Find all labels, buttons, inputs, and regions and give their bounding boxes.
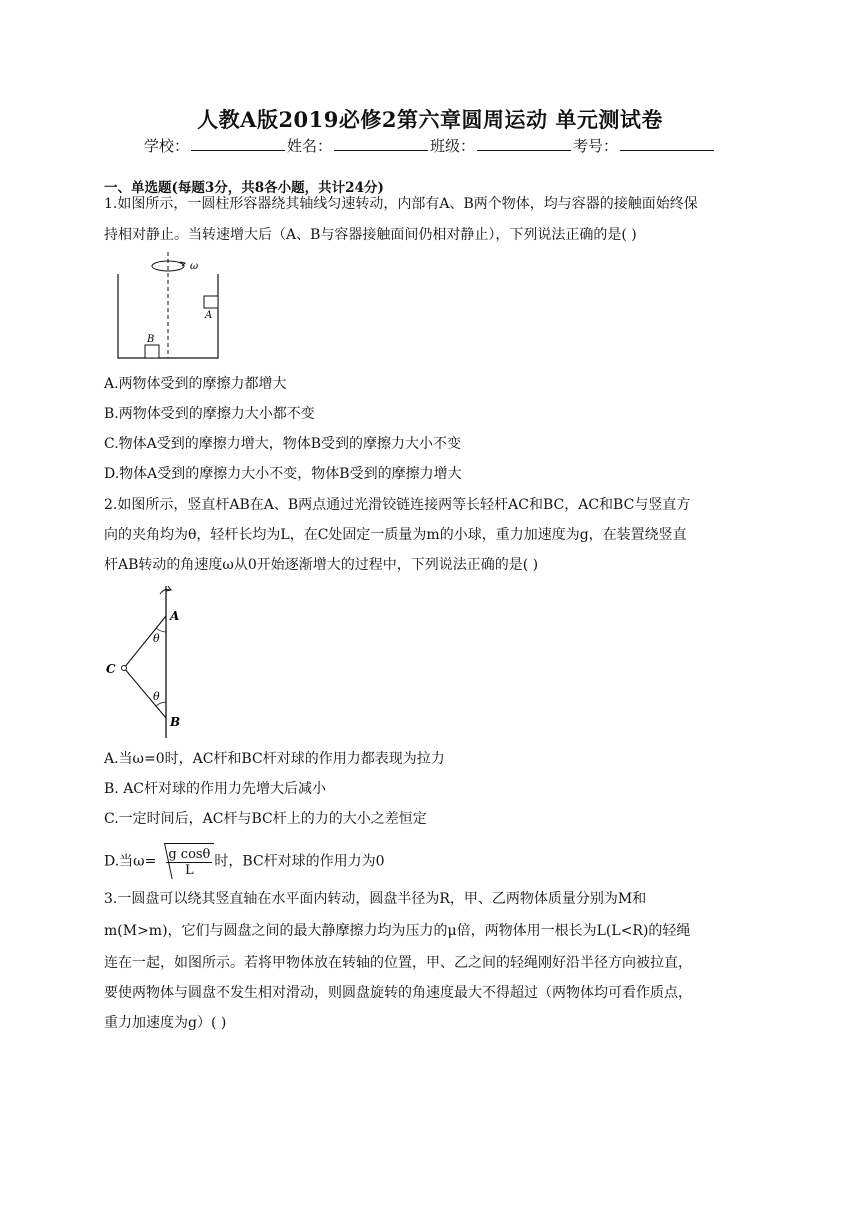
theta-top: θ bbox=[153, 632, 160, 645]
class-label: 班级： bbox=[430, 137, 476, 155]
rod-bc bbox=[124, 668, 166, 718]
theta-bottom: θ bbox=[153, 690, 160, 703]
q1-option-b: B.两物体受到的摩擦力大小都不变 bbox=[104, 406, 315, 422]
q1-stem-line1: 1.如图所示，一圆柱形容器绕其轴线匀速转动，内部有A、B两个物体，均与容器的接触面始终保 bbox=[104, 196, 698, 212]
rotation-arrowhead bbox=[166, 586, 171, 591]
block-a bbox=[204, 296, 218, 308]
rod-ac bbox=[124, 616, 166, 668]
ball-c bbox=[122, 666, 127, 671]
name-label: 姓名： bbox=[286, 137, 332, 155]
q2-option-a: A.当ω=0时，AC杆和BC杆对球的作用力都表现为拉力 bbox=[104, 751, 445, 767]
q3-stem-line2: m(M>m)，它们与圆盘之间的最大静摩擦力均为压力的μ倍，两物体用一根长为L(L<R)的轻绳 bbox=[104, 923, 691, 939]
q3-stem-line1: 3.一圆盘可以绕其竖直轴在水平面内转动，圆盘半径为R，甲、乙两物体质量分别为M和 bbox=[104, 891, 647, 907]
school-label: 学校： bbox=[143, 137, 189, 155]
q2-option-d bbox=[104, 843, 764, 880]
fraction-numerator: g cosθ bbox=[168, 846, 211, 862]
q1-option-a: A.两物体受到的摩擦力都增大 bbox=[104, 376, 287, 392]
label-b: B bbox=[147, 334, 155, 345]
q1-container-figure bbox=[110, 252, 230, 362]
q3-stem-line5: 重力加速度为g）( ) bbox=[104, 1015, 227, 1031]
number-label: 考号： bbox=[573, 137, 619, 155]
q2-d-suffix: 时，BC杆对球的作用力为0 bbox=[214, 853, 385, 870]
page-title: 人教A版2019必修2第六章圆周运动 单元测试卷 bbox=[197, 107, 663, 132]
sqrt-expression bbox=[164, 843, 214, 880]
name-blank bbox=[334, 138, 428, 151]
label-b: B bbox=[170, 715, 181, 729]
fraction-denominator: L bbox=[185, 862, 194, 878]
label-a: A bbox=[170, 609, 180, 623]
number-blank bbox=[620, 138, 714, 151]
fraction bbox=[166, 847, 212, 878]
q1-option-d: D.物体A受到的摩擦力大小不变，物体B受到的摩擦力增大 bbox=[104, 466, 462, 482]
q2-option-b: B. AC杆对球的作用力先增大后减小 bbox=[104, 781, 327, 797]
q1-stem-line2: 持相对静止。当转速增大后（A、B与容器接触面间仍相对静止），下列说法正确的是( ) bbox=[104, 227, 637, 243]
q3-stem-line4: 要使两物体与圆盘不发生相对滑动，则圆盘旋转的角速度最大不得超过（两物体均可看作质点， bbox=[104, 985, 692, 1001]
school-blank bbox=[191, 138, 285, 151]
block-b bbox=[145, 345, 159, 358]
q2-stem-line2: 向的夹角均为θ，轻杆长均为L，在C处固定一质量为m的小球，重力加速度为g，在装置绕竖直 bbox=[104, 527, 687, 543]
student-info bbox=[0, 135, 860, 156]
class-blank bbox=[477, 138, 571, 151]
label-c: C bbox=[106, 662, 116, 676]
q2-rod-figure bbox=[104, 582, 194, 742]
q2-d-prefix: D.当ω= bbox=[104, 853, 157, 870]
q1-option-c: C.物体A受到的摩擦力增大，物体B受到的摩擦力大小不变 bbox=[104, 436, 462, 452]
q3-stem-line3: 连在一起，如图所示。若将甲物体放在转轴的位置，甲、乙之间的轻绳刚好沿半径方向被拉直， bbox=[104, 955, 692, 971]
label-a: A bbox=[205, 310, 213, 321]
omega-label: ω bbox=[190, 261, 199, 272]
q2-stem-line1: 2.如图所示，竖直杆AB在A、B两点通过光滑铰链连接两等长轻杆AC和BC，AC和BC与竖直方 bbox=[104, 497, 691, 513]
q2-stem-line3: 杆AB转动的角速度ω从0开始逐渐增大的过程中，下列说法正确的是( ) bbox=[104, 557, 539, 573]
q2-option-c: C.一定时间后，AC杆与BC杆上的力的大小之差恒定 bbox=[104, 811, 427, 827]
section-heading: 一、单选题(每题3分，共8各小题，共计24分) bbox=[104, 180, 384, 196]
